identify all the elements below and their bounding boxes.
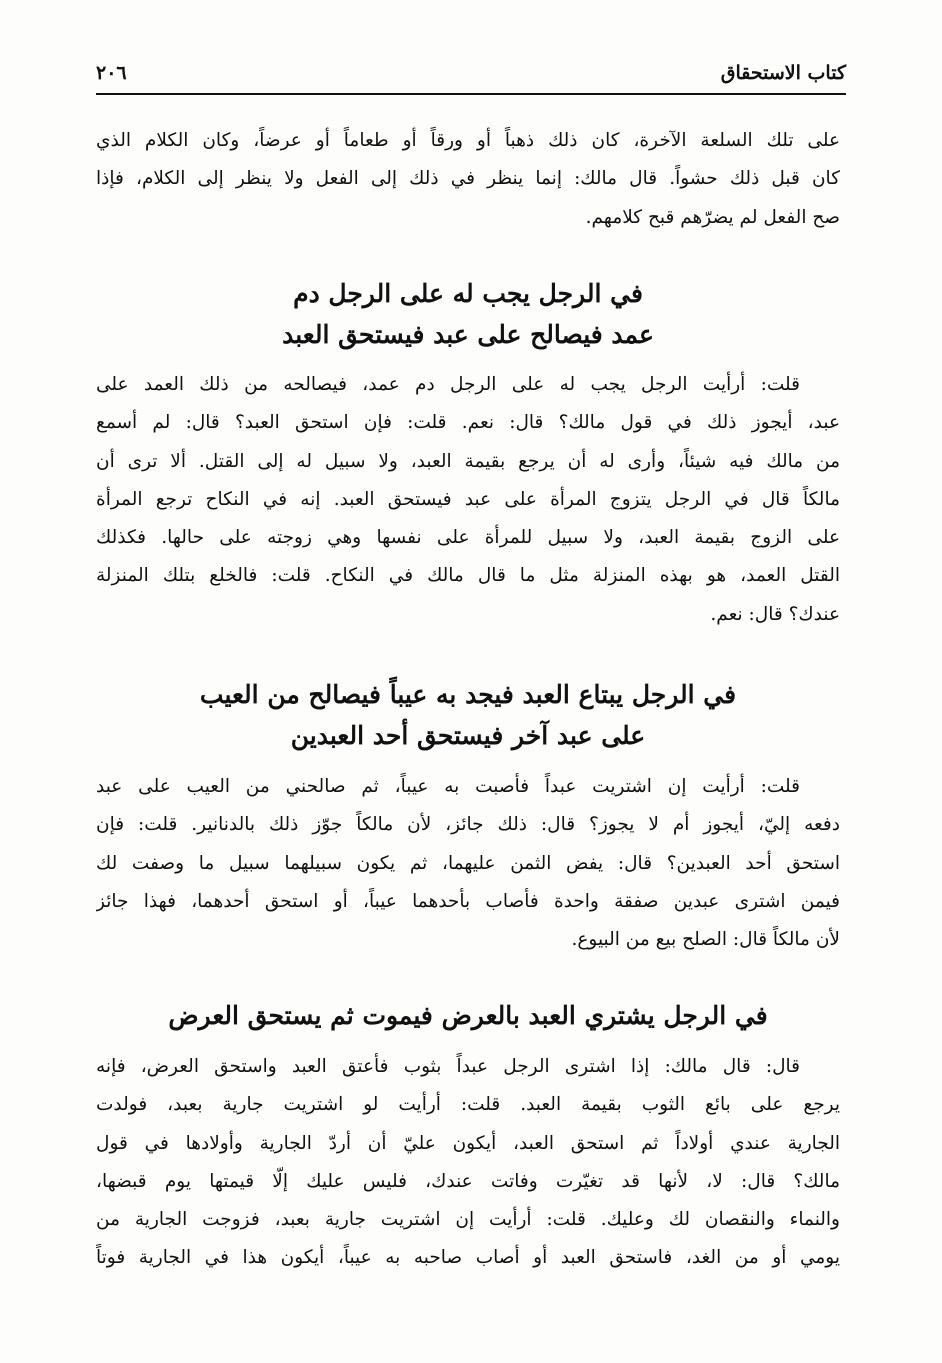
heading-line: في الرجل يبتاع العبد فيجد به عيباً فيصالح من العيب bbox=[199, 680, 737, 709]
text-line: لأن مالكاً قال: الصلح بيع من البيوع. bbox=[571, 929, 840, 951]
section-heading-2 bbox=[96, 674, 840, 756]
running-head-title: كتاب الاستحقاق bbox=[720, 62, 846, 84]
heading-line: عمد فيصالح على عبد فيستحق العبد bbox=[282, 320, 654, 349]
paragraph-4 bbox=[96, 1048, 840, 1278]
text-line: استحق أحد العبدين؟ قال: يفض الثمن عليهما، ثم يكون سبيلهما سبيل ما وصفت لك bbox=[96, 852, 840, 874]
text-line: القتل العمد، هو بهذه المنزلة مثل ما قال مالك في النكاح. قلت: فالخلع بتلك المنزلة bbox=[96, 565, 840, 587]
text-line: مالكاً قال في الرجل يتزوج المرأة على عبد فيستحق العبد. إنه في النكاح ترجع المرأة bbox=[96, 488, 840, 510]
heading-line: في الرجل يشتري العبد بالعرض فيموت ثم يستحق العرض bbox=[168, 1001, 768, 1030]
heading-line: في الرجل يجب له على الرجل دم bbox=[293, 279, 643, 308]
paragraph-3 bbox=[96, 768, 840, 959]
text-line: صح الفعل لم يضرّهم قبح كلامهم. bbox=[585, 206, 840, 228]
text-line: يرجع على بائع الثوب بقيمة العبد. قلت: أرأيت لو اشتريت جارية بعبد، فولدت bbox=[96, 1094, 840, 1116]
header-rule bbox=[96, 93, 846, 95]
page-number: ٢٠٦ bbox=[96, 62, 127, 84]
text-line: فيمن اشترى عبدين صفقة واحدة فأصاب بأحدهما عيباً، أو استحق أحدهما، فهذا جائز bbox=[96, 890, 840, 912]
text-line: قلت: أرأيت الرجل يجب له على الرجل دم عمد، فيصالحه من ذلك العمد على bbox=[96, 374, 800, 395]
section-heading-3 bbox=[96, 995, 840, 1036]
text-line: قال: قال مالك: إذا اشترى الرجل عبداً بثوب فأعتق العبد واستحق العرض، فإنه bbox=[96, 1056, 800, 1077]
section-heading-1 bbox=[96, 273, 840, 355]
paragraph-1 bbox=[96, 122, 840, 237]
text-line: والنماء والنقصان لك وعليك. قلت: أرأيت إن اشتريت جارية بعبد، فزوجت الجارية من bbox=[96, 1209, 840, 1231]
text-line: عندك؟ قال: نعم. bbox=[710, 603, 840, 625]
text-line: على تلك السلعة الآخرة، كان ذلك ذهباً أو ورقاً أو طعاماً أو عرضاً، وكان الكلام الذي bbox=[96, 130, 840, 151]
text-line: كان قبل ذلك حشواً. قال مالك: إنما ينظر في ذلك إلى الفعل ولا ينظر إلى الكلام، فإذا bbox=[96, 168, 840, 190]
text-line: مالك؟ قال: لا، لأنها قد تغيّرت وفاتت عندك، فليس عليك إلّا قيمتها يوم قبضها، bbox=[96, 1170, 840, 1192]
heading-line: على عبد آخر فيستحق أحد العبدين bbox=[290, 721, 646, 750]
text-line: يومي أو من الغد، فاستحق العبد أو أصاب صاحبه به عيباً، أيكون هذا في الجارية فوتاً bbox=[96, 1247, 840, 1269]
text-line: عبد، أيجوز ذلك في قول مالك؟ قال: نعم. قلت: فإن استحق العبد؟ قال: لم أسمع bbox=[96, 412, 840, 434]
paragraph-2 bbox=[96, 366, 840, 634]
text-line: الجارية عندي أولاداً ثم استحق العبد، أيكون عليّ أن أردّ الجارية وأولادها في قول bbox=[96, 1132, 840, 1154]
text-line: على الزوج بقيمة العبد، ولا سبيل للمرأة على نفسها وهي زوجته على حالها. فكذلك bbox=[96, 527, 840, 549]
text-line: من مالك فيه شيئاً، وأرى له أن يرجع بقيمة العبد، ولا سبيل له إلى القتل. ألا ترى أن bbox=[96, 450, 840, 472]
text-line: دفعه إليّ، أيجوز أم لا يجوز؟ قال: ذلك جائز، لأن مالكاً جوّز ذلك بالدنانير. قلت: فإن bbox=[96, 814, 840, 836]
running-head bbox=[96, 58, 846, 90]
text-line: قلت: أرأيت إن اشتريت عبداً فأصبت به عيباً، ثم صالحني من العيب على عبد bbox=[96, 776, 800, 797]
